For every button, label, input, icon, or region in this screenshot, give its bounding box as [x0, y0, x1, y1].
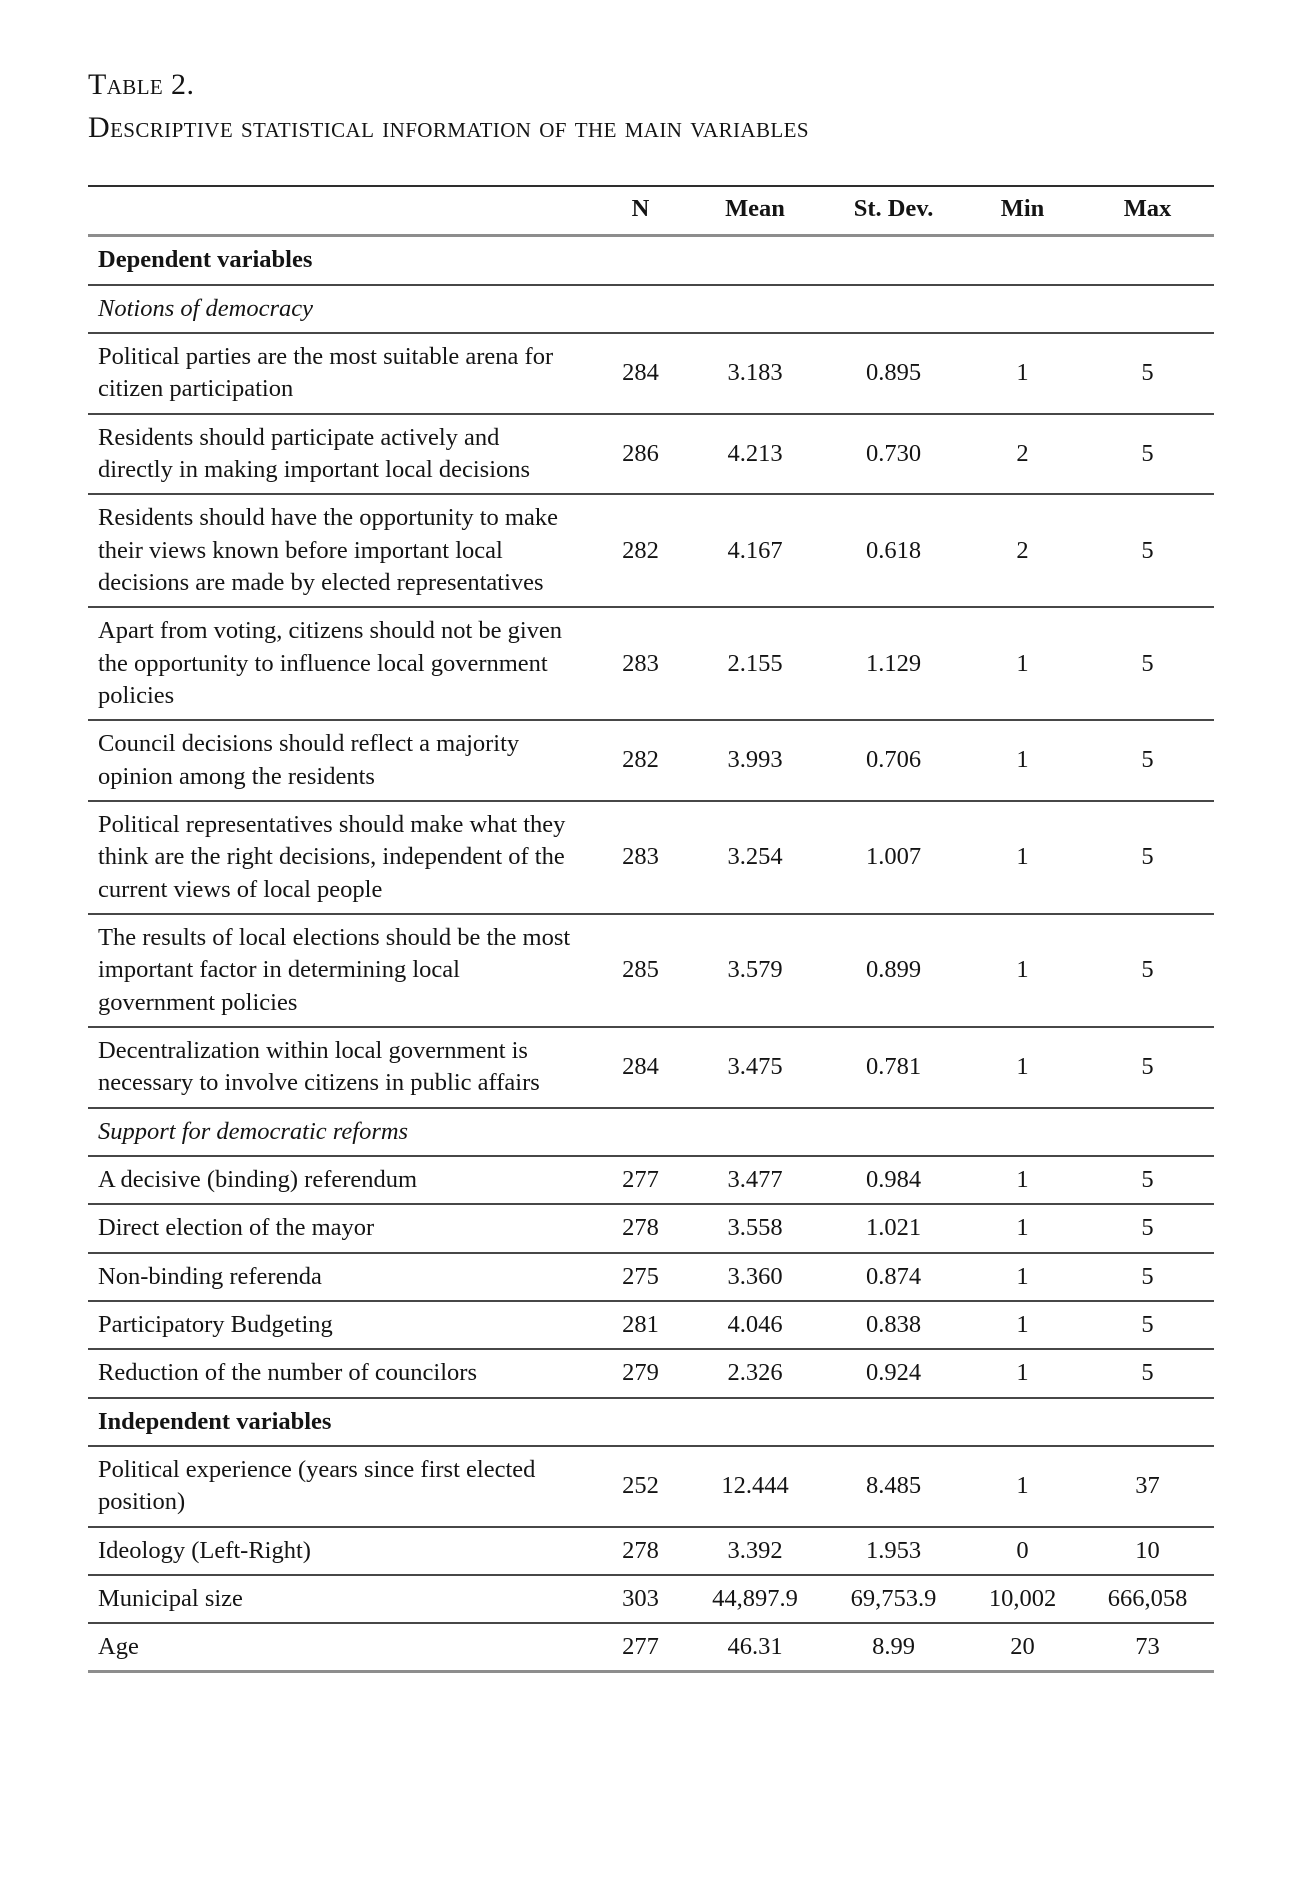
- stat-value: 0.984: [823, 1156, 964, 1204]
- stat-value: 5: [1081, 494, 1214, 607]
- stat-value: 1: [964, 720, 1081, 801]
- stat-value: 5: [1081, 1156, 1214, 1204]
- stat-value: 1: [964, 1446, 1081, 1527]
- stat-value: 1: [964, 333, 1081, 414]
- variable-label: Political representatives should make what they think are the right decisions, independent of the current views of local people: [88, 801, 594, 914]
- stat-value: 3.475: [687, 1027, 823, 1108]
- table-row: [88, 494, 1214, 607]
- stat-value: 303: [594, 1575, 687, 1623]
- stat-value: 46.31: [687, 1623, 823, 1672]
- col-header-n: N: [594, 186, 687, 236]
- stat-value: 1: [964, 1204, 1081, 1252]
- variable-label: Council decisions should reflect a majority opinion among the residents: [88, 720, 594, 801]
- section-row: [88, 285, 1214, 333]
- stat-value: 1: [964, 1349, 1081, 1397]
- table-row: [88, 914, 1214, 1027]
- table-subtitle: Descriptive statistical information of the main variables: [88, 111, 809, 144]
- stat-value: 5: [1081, 1204, 1214, 1252]
- col-header-stdev: St. Dev.: [823, 186, 964, 236]
- stat-value: 285: [594, 914, 687, 1027]
- stat-value: 0.706: [823, 720, 964, 801]
- stat-value: 10: [1081, 1527, 1214, 1575]
- stat-value: 3.558: [687, 1204, 823, 1252]
- stat-value: 5: [1081, 914, 1214, 1027]
- stat-value: 0.874: [823, 1253, 964, 1301]
- stat-value: 1.953: [823, 1527, 964, 1575]
- stat-value: 3.477: [687, 1156, 823, 1204]
- stat-value: 286: [594, 414, 687, 495]
- stat-value: 1: [964, 801, 1081, 914]
- stat-value: 1: [964, 914, 1081, 1027]
- stat-value: 20: [964, 1623, 1081, 1672]
- variable-label: Participatory Budgeting: [88, 1301, 594, 1349]
- col-header-min: Min: [964, 186, 1081, 236]
- stat-value: 1: [964, 1301, 1081, 1349]
- stat-value: 5: [1081, 1253, 1214, 1301]
- table-row: [88, 607, 1214, 720]
- variable-label: The results of local elections should be the most important factor in determining local government policies: [88, 914, 594, 1027]
- table-row: [88, 414, 1214, 495]
- stat-value: 3.993: [687, 720, 823, 801]
- stat-value: 1: [964, 1027, 1081, 1108]
- table-title: Table 2.: [88, 68, 195, 101]
- stat-value: 0.924: [823, 1349, 964, 1397]
- table-row: [88, 801, 1214, 914]
- stat-value: 5: [1081, 720, 1214, 801]
- stat-value: 2: [964, 414, 1081, 495]
- stat-value: 4.213: [687, 414, 823, 495]
- stat-value: 4.167: [687, 494, 823, 607]
- variable-label: Municipal size: [88, 1575, 594, 1623]
- variable-label: Residents should have the opportunity to make their views known before important local decisions are made by elected representatives: [88, 494, 594, 607]
- section-header: Notions of democracy: [88, 285, 1214, 333]
- col-header-max: Max: [1081, 186, 1214, 236]
- stat-value: 5: [1081, 414, 1214, 495]
- stat-value: 44,897.9: [687, 1575, 823, 1623]
- stat-value: 284: [594, 1027, 687, 1108]
- variable-label: Age: [88, 1623, 594, 1672]
- stat-value: 1: [964, 1156, 1081, 1204]
- variable-label: Non-binding referenda: [88, 1253, 594, 1301]
- stat-value: 282: [594, 720, 687, 801]
- stat-value: 277: [594, 1156, 687, 1204]
- table-row: [88, 1446, 1214, 1527]
- variable-label: Political experience (years since first elected position): [88, 1446, 594, 1527]
- variable-label: Reduction of the number of councilors: [88, 1349, 594, 1397]
- stat-value: 8.99: [823, 1623, 964, 1672]
- stat-value: 3.360: [687, 1253, 823, 1301]
- stat-value: 279: [594, 1349, 687, 1397]
- stat-value: 3.579: [687, 914, 823, 1027]
- stat-value: 0.781: [823, 1027, 964, 1108]
- stat-value: 284: [594, 333, 687, 414]
- stat-value: 5: [1081, 607, 1214, 720]
- stat-value: 5: [1081, 1027, 1214, 1108]
- stat-value: 5: [1081, 1301, 1214, 1349]
- stat-value: 12.444: [687, 1446, 823, 1527]
- stat-value: 0.618: [823, 494, 964, 607]
- section-header: Dependent variables: [88, 236, 1214, 285]
- stat-value: 5: [1081, 1349, 1214, 1397]
- stat-value: 3.183: [687, 333, 823, 414]
- stat-value: 277: [594, 1623, 687, 1672]
- stat-value: 4.046: [687, 1301, 823, 1349]
- variable-label: Decentralization within local government is necessary to involve citizens in public affairs: [88, 1027, 594, 1108]
- stat-value: 3.392: [687, 1527, 823, 1575]
- stat-value: 3.254: [687, 801, 823, 914]
- table-row: [88, 1156, 1214, 1204]
- stat-value: 2: [964, 494, 1081, 607]
- stat-value: 281: [594, 1301, 687, 1349]
- table-row: [88, 1349, 1214, 1397]
- stat-value: 0.895: [823, 333, 964, 414]
- stat-value: 283: [594, 801, 687, 914]
- table-row: [88, 1575, 1214, 1623]
- stat-value: 73: [1081, 1623, 1214, 1672]
- stat-value: 37: [1081, 1446, 1214, 1527]
- variable-label: Direct election of the mayor: [88, 1204, 594, 1252]
- stat-value: 666,058: [1081, 1575, 1214, 1623]
- table-row: [88, 333, 1214, 414]
- stat-value: 278: [594, 1204, 687, 1252]
- stat-value: 283: [594, 607, 687, 720]
- stat-value: 275: [594, 1253, 687, 1301]
- stat-value: 1: [964, 1253, 1081, 1301]
- stat-value: 5: [1081, 333, 1214, 414]
- table-row: [88, 1623, 1214, 1672]
- section-row: [88, 1398, 1214, 1446]
- section-header: Support for democratic reforms: [88, 1108, 1214, 1156]
- stat-value: 0.899: [823, 914, 964, 1027]
- table-row: [88, 720, 1214, 801]
- stat-value: 8.485: [823, 1446, 964, 1527]
- stat-value: 1.129: [823, 607, 964, 720]
- table-row: [88, 1527, 1214, 1575]
- stat-value: 282: [594, 494, 687, 607]
- table-body: [88, 236, 1214, 1672]
- variable-label: A decisive (binding) referendum: [88, 1156, 594, 1204]
- table-row: [88, 1027, 1214, 1108]
- section-row: [88, 1108, 1214, 1156]
- section-row: [88, 236, 1214, 285]
- stat-value: 0.730: [823, 414, 964, 495]
- table-row: [88, 1253, 1214, 1301]
- variable-label: Ideology (Left-Right): [88, 1527, 594, 1575]
- table-row: [88, 1301, 1214, 1349]
- table-row: [88, 1204, 1214, 1252]
- stat-value: 278: [594, 1527, 687, 1575]
- header-row: [88, 186, 1214, 236]
- stat-value: 0.838: [823, 1301, 964, 1349]
- stat-value: 252: [594, 1446, 687, 1527]
- stat-value: 2.155: [687, 607, 823, 720]
- col-header-mean: Mean: [687, 186, 823, 236]
- col-header-variable: [88, 186, 594, 236]
- stat-value: 1.021: [823, 1204, 964, 1252]
- stat-value: 2.326: [687, 1349, 823, 1397]
- variable-label: Political parties are the most suitable arena for citizen participation: [88, 333, 594, 414]
- stat-value: 1.007: [823, 801, 964, 914]
- stat-value: 0: [964, 1527, 1081, 1575]
- stats-table: [88, 185, 1214, 1673]
- stat-value: 69,753.9: [823, 1575, 964, 1623]
- variable-label: Apart from voting, citizens should not be given the opportunity to influence local government policies: [88, 607, 594, 720]
- stat-value: 1: [964, 607, 1081, 720]
- stat-value: 5: [1081, 801, 1214, 914]
- stat-value: 10,002: [964, 1575, 1081, 1623]
- variable-label: Residents should participate actively and directly in making important local decisions: [88, 414, 594, 495]
- section-header: Independent variables: [88, 1398, 1214, 1446]
